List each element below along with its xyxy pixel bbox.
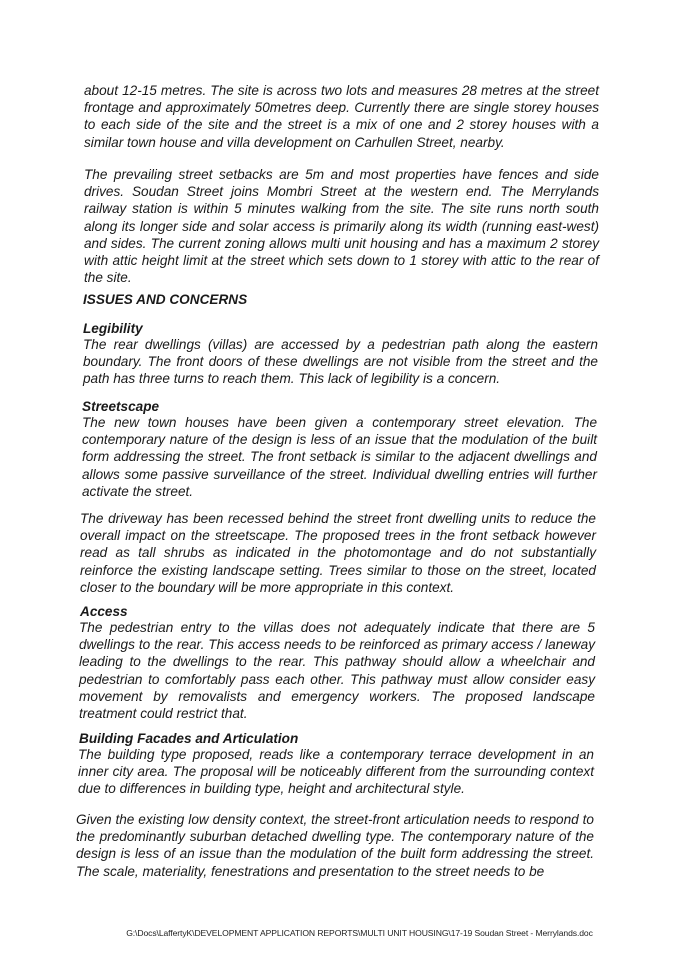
access-heading: Access	[80, 604, 128, 619]
legibility-paragraph: The rear dwellings (villas) are accessed by a pedestrian path along the eastern boundary. The front doors of these dwellings are not visible from the street and the path has three turns to reach them. This lack of legibility is a concern.	[83, 337, 598, 387]
streetscape-heading: Streetscape	[82, 399, 160, 414]
footer-path-text: G:\Docs\LaffertyK\DEVELOPMENT APPLICATION REPORTS\MULTI UNIT HOUSING\17-19 Soudan Street - Merrylands.doc	[126, 928, 593, 938]
intro-paragraph-setbacks: The prevailing street setbacks are 5m and most properties have fences and side drives. Soudan Street joins Mombri Street at the western end. The Merrylands railway station is within 5 minutes walking from the site. The site runs north south along its longer side and solar access is primarily along its width (running east-west) and sides. The current zoning allows multi unit housing and has a maximum 2 storey with attic height limit at the street which sets down to 1 storey with attic to the rear of the site.	[84, 167, 599, 286]
intro-paragraph-site-dimensions: about 12-15 metres. The site is across two lots and measures 28 metres at the street frontage and approximately 50metres deep. Currently there are single storey houses to each side of the site and the street is a mix of one and 2 storey houses with a similar town house and villa development on Carhullen Street, nearby.	[84, 83, 599, 150]
access-paragraph: The pedestrian entry to the villas does not adequately indicate that there are 5 dwellings to the rear. This access needs to be reinforced as primary access / laneway leading to the dwellings to the rear. This pathway should allow a wheelchair and pedestrian to comfortably pass each other. This pathway must allow consider easy movement by removalists and emergency workers. The proposed landscape treatment could restrict that.	[79, 620, 595, 722]
footer-file-path	[0, 928, 683, 938]
facades-heading: Building Facades and Articulation	[79, 731, 299, 746]
facades-paragraph-articulation: Given the existing low density context, the street-front articulation needs to respond to the predominantly suburban detached dwelling type. The contemporary nature of the design is less of an issue than the modulation of the built form addressing the street. The scale, materiality, fenestrations and presentation to the street needs to be	[76, 812, 594, 879]
legibility-heading: Legibility	[83, 321, 143, 336]
streetscape-paragraph-elevation: The new town houses have been given a contemporary street elevation. The contemporary nature of the design is less of an issue that the modulation of the built form addressing the street. The front setback is similar to the adjacent dwellings and allows some passive surveillance of the street. Individual dwelling entries will further activate the street.	[82, 415, 597, 499]
issues-section-title: ISSUES AND CONCERNS	[83, 292, 248, 307]
streetscape-paragraph-driveway: The driveway has been recessed behind the street front dwelling units to reduce the overall impact on the streetscape. The proposed trees in the front setback however read as tall shrubs as indicated in the photomontage and do not substantially reinforce the existing landscape setting. Trees similar to those on the street, located closer to the boundary will be more appropriate in this context.	[80, 511, 596, 595]
facades-paragraph-building-type: The building type proposed, reads like a contemporary terrace development in an inner city area. The proposal will be noticeably different from the surrounding context due to differences in building type, height and architectural style.	[78, 747, 594, 797]
